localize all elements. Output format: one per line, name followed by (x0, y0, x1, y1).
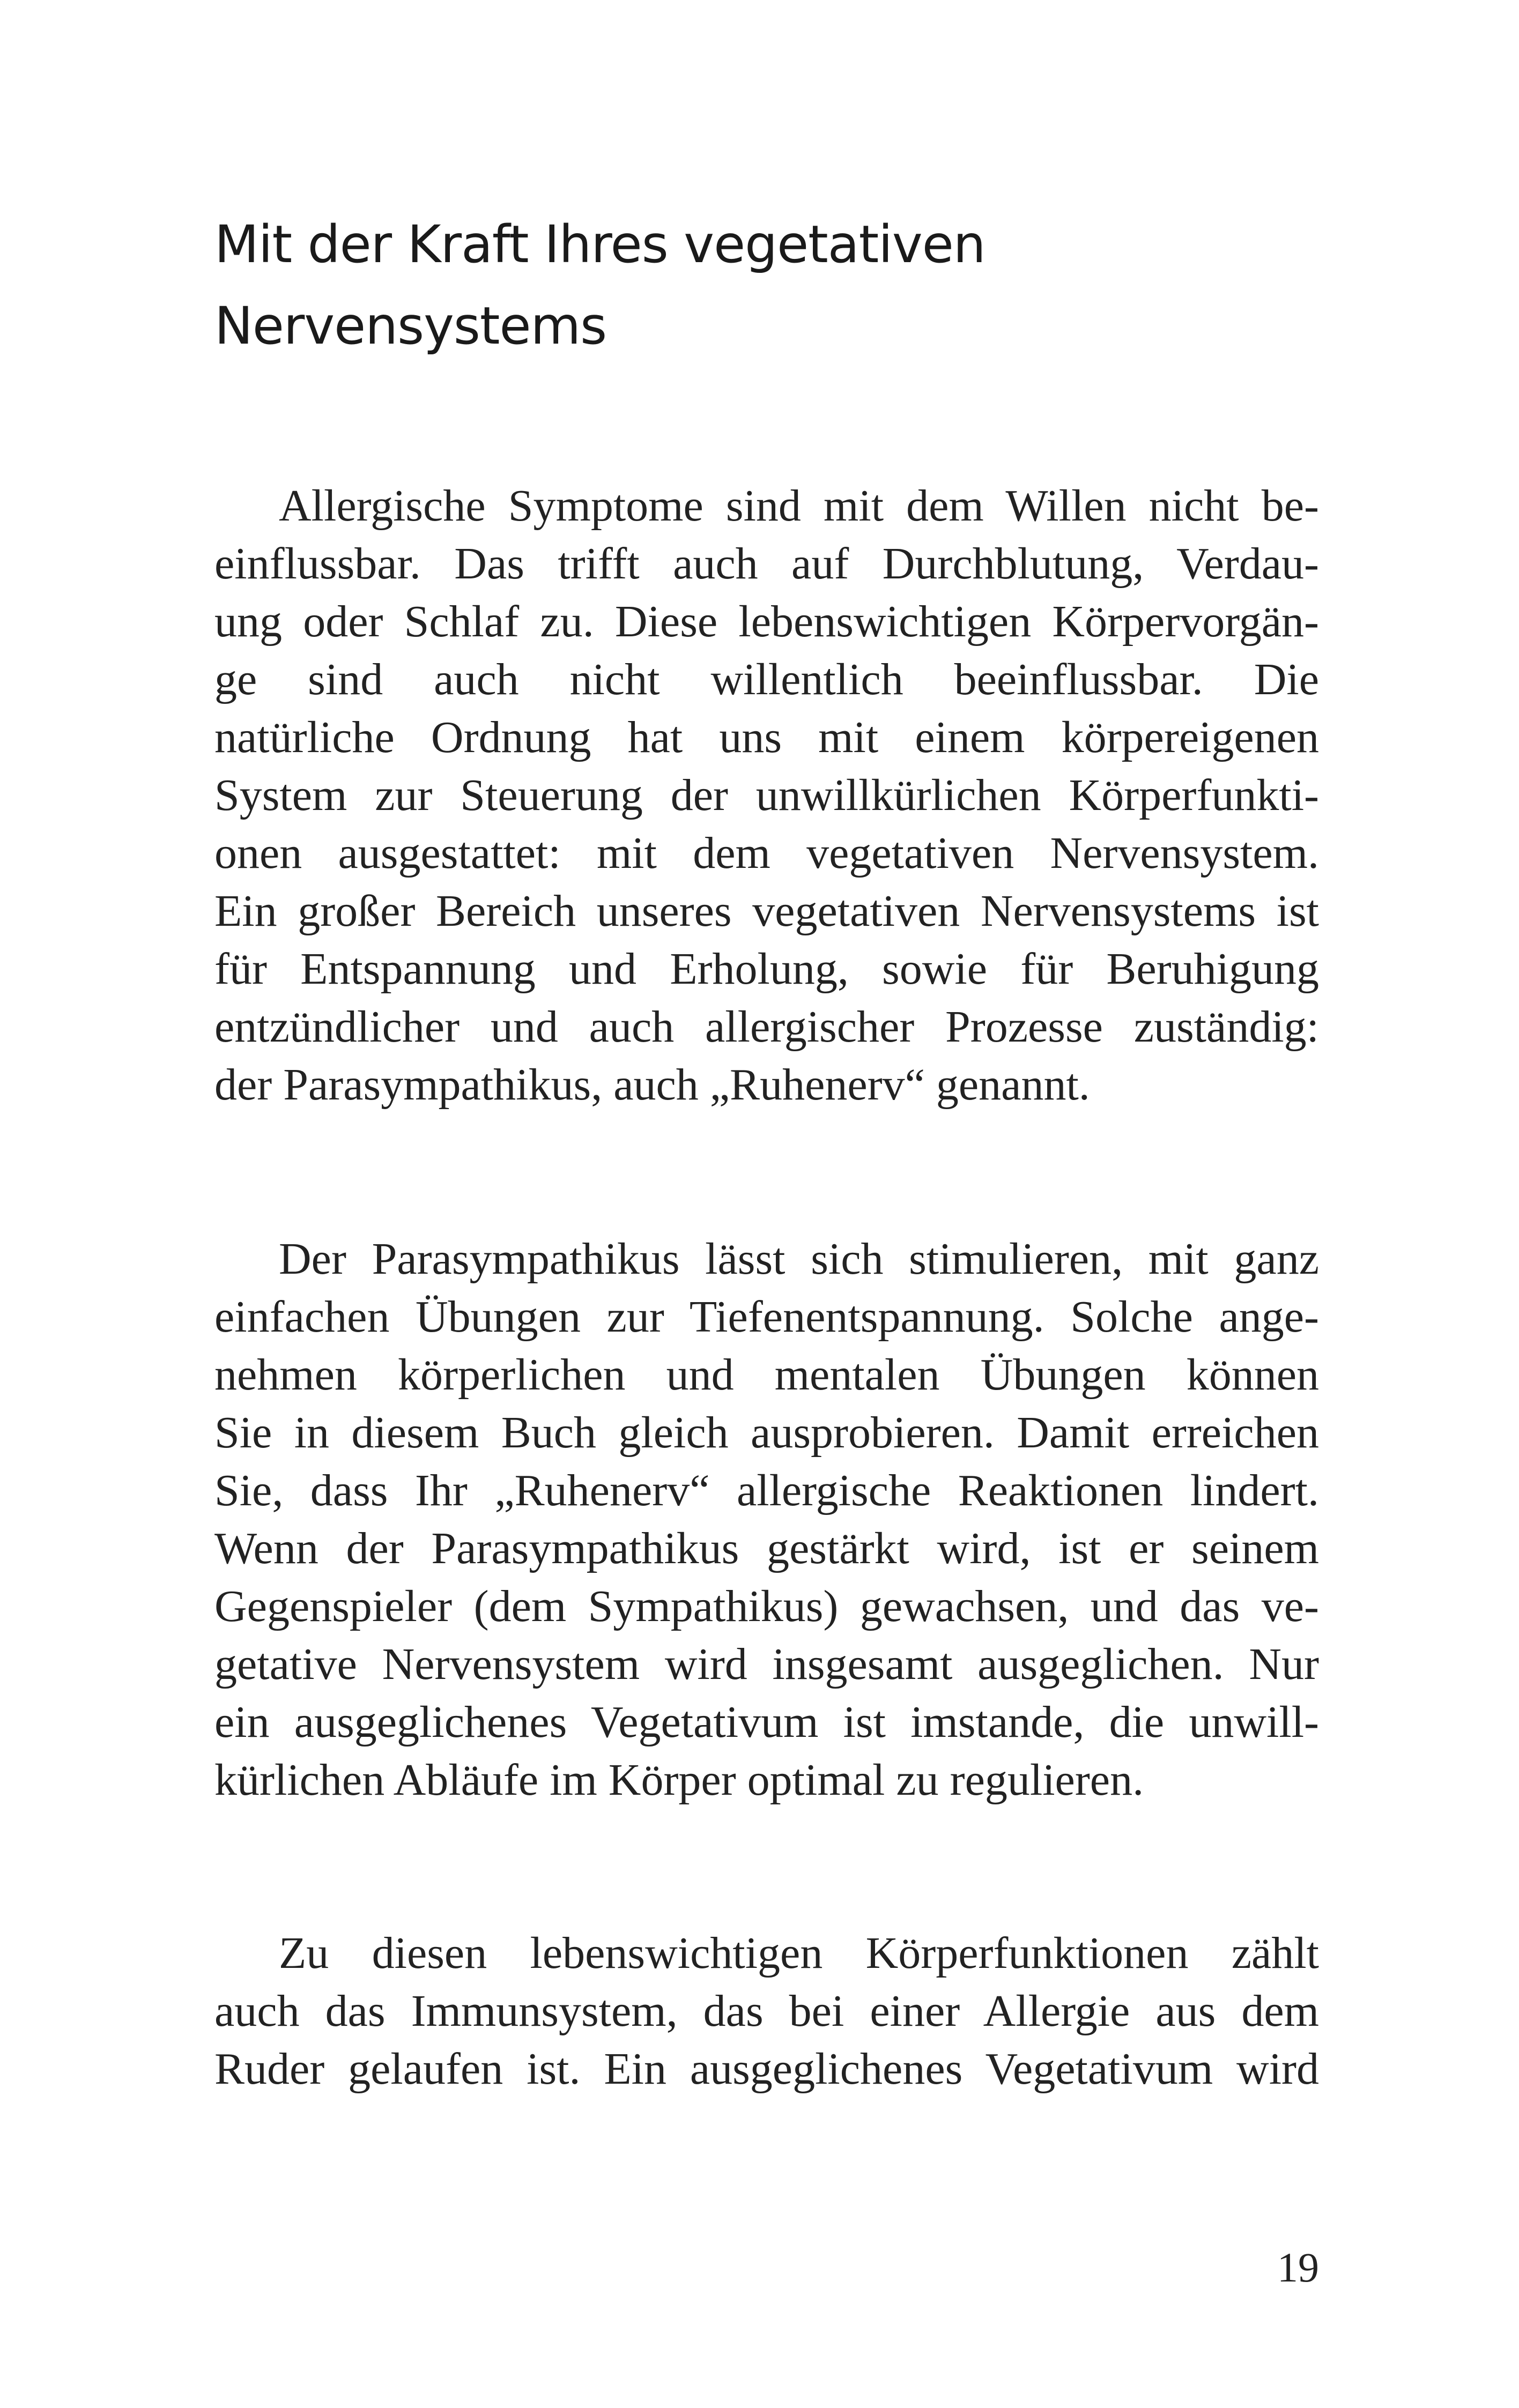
text-line: Allergische Symptome sind mit dem Willen nicht be- (279, 481, 1319, 531)
text-line: einfachen Übungen zur Tiefenentspannung. Solche ange- (214, 1292, 1319, 1342)
text-line: Sie in diesem Buch gleich ausprobieren. Damit erreichen (214, 1408, 1319, 1458)
text-line: entzündlicher und auch allergischer Prozesse zuständig: (214, 1002, 1319, 1052)
text-line: Der Parasympathikus lässt sich stimulieren, mit ganz (279, 1234, 1319, 1284)
text-line: Zu diesen lebenswichtigen Körperfunktionen zählt (279, 1928, 1319, 1978)
text-line: für Entspannung und Erholung, sowie für Beruhigung (214, 944, 1319, 994)
heading-line: Nervensystems (214, 296, 607, 356)
body-paragraph (214, 1924, 1319, 2098)
text-line: System zur Steuerung der unwillkürlichen Körperfunkti- (214, 770, 1319, 820)
text-line: nehmen körperlichen und mentalen Übungen können (214, 1350, 1319, 1400)
heading-line: Mit der Kraft Ihres vegetativen (214, 214, 986, 274)
body-paragraph (214, 1230, 1319, 1809)
text-line: getative Nervensystem wird insgesamt ausgeglichen. Nur (214, 1639, 1319, 1689)
text-line: der Parasympathikus, auch „Ruhenerv“ genannt. (214, 1060, 1090, 1110)
text-line: Gegenspieler (dem Sympathikus) gewachsen, und das ve- (214, 1581, 1319, 1631)
text-line: Wenn der Parasympathikus gestärkt wird, ist er seinem (214, 1523, 1319, 1573)
text-line: kürlichen Abläufe im Körper optimal zu regulieren. (214, 1755, 1144, 1805)
text-line: Sie, dass Ihr „Ruhenerv“ allergische Reaktionen lindert. (214, 1466, 1319, 1515)
text-line: auch das Immunsystem, das bei einer Allergie aus dem (214, 1986, 1319, 2036)
text-line: onen ausgestattet: mit dem vegetativen Nervensystem. (214, 828, 1319, 878)
text-line: Ruder gelaufen ist. Ein ausgeglichenes Vegetativum wird (214, 2044, 1319, 2094)
text-line: einflussbar. Das trifft auch auf Durchblutung, Verdau- (214, 539, 1319, 589)
body-paragraph (214, 477, 1319, 1114)
text-line: ge sind auch nicht willentlich beeinflussbar. Die (214, 655, 1319, 704)
page-number: 19 (1277, 2244, 1319, 2291)
chapter-heading (214, 204, 1340, 367)
text-line: ein ausgeglichenes Vegetativum ist imstande, die unwill- (214, 1697, 1319, 1747)
text-line: ung oder Schlaf zu. Diese lebenswichtigen Körpervorgän- (214, 597, 1319, 646)
text-line: natürliche Ordnung hat uns mit einem körpereigenen (214, 712, 1319, 762)
text-line: Ein großer Bereich unseres vegetativen Nervensystems ist (214, 886, 1319, 936)
